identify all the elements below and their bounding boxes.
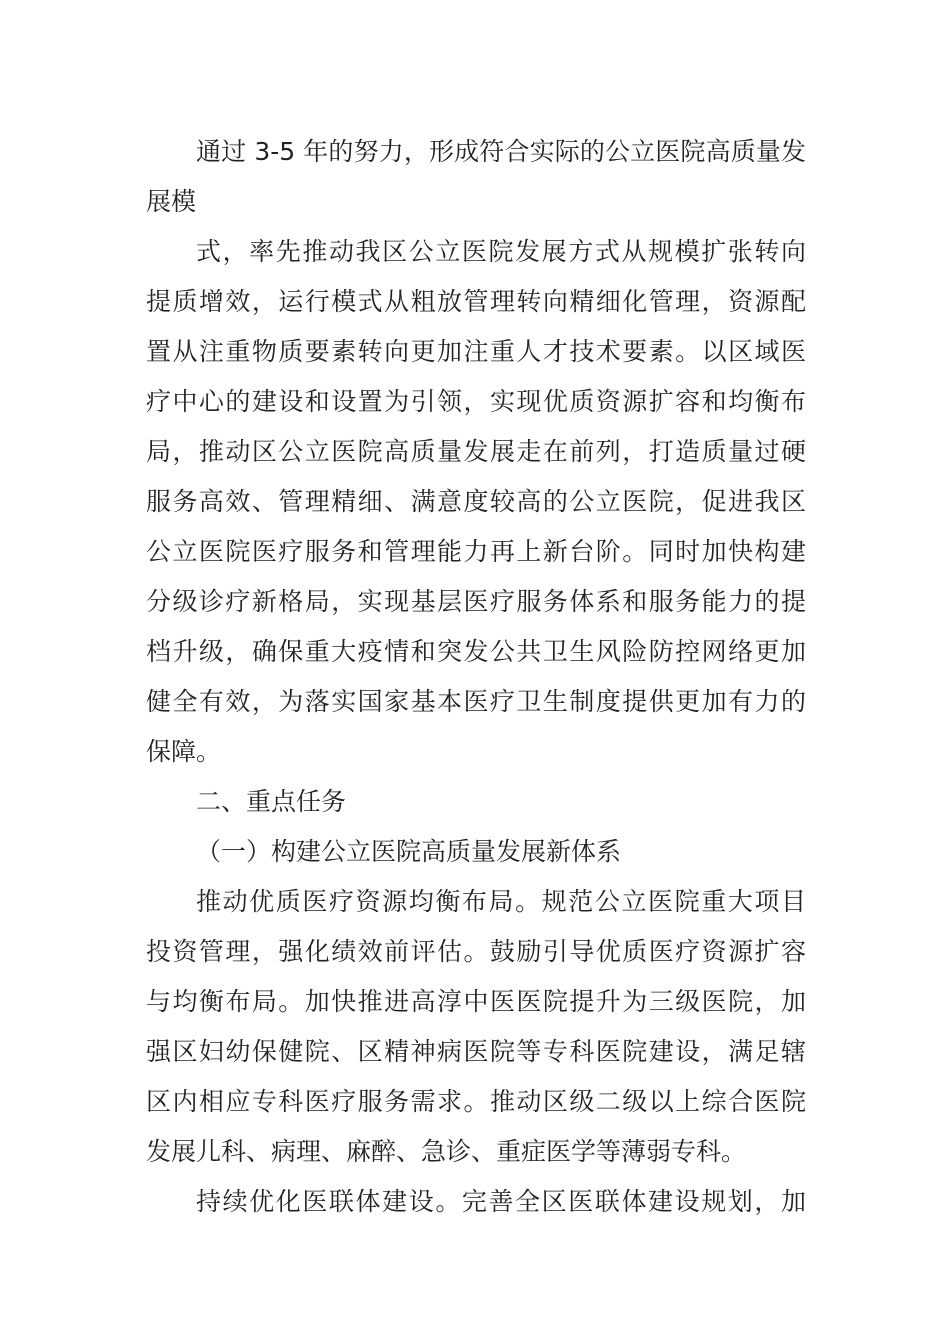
paragraph-2-line-11: 保障。 <box>146 737 222 766</box>
paragraph-4-line-1: 持续优化医联体建设。完善全区医联体建设规划，加 <box>196 1187 806 1216</box>
paragraph-3-line-3: 与均衡布局。加快推进高淳中医医院提升为三级医院，加 <box>146 987 806 1016</box>
paragraph-2-line-3: 置从注重物质要素转向更加注重人才技术要素。以区域医 <box>146 337 806 366</box>
paragraph-3-line-2: 投资管理，强化绩效前评估。鼓励引导优质医疗资源扩容 <box>146 937 806 966</box>
paragraph-3-line-1: 推动优质医疗资源均衡布局。规范公立医院重大项目 <box>196 887 806 916</box>
paragraph-3-line-4: 强区妇幼保健院、区精神病医院等专科医院建设，满足辖 <box>146 1037 806 1066</box>
paragraph-2-line-2: 提质增效，运行模式从粗放管理转向精细化管理，资源配 <box>146 287 806 316</box>
paragraph-2-line-8: 分级诊疗新格局，实现基层医疗服务体系和服务能力的提 <box>146 587 806 616</box>
paragraph-2-line-4: 疗中心的建设和设置为引领，实现优质资源扩容和均衡布 <box>146 387 806 416</box>
paragraph-2-line-9: 档升级，确保重大疫情和突发公共卫生风险防控网络更加 <box>146 637 806 666</box>
paragraph-2-line-6: 服务高效、管理精细、满意度较高的公立医院，促进我区 <box>146 487 806 516</box>
paragraph-2-line-10: 健全有效，为落实国家基本医疗卫生制度提供更加有力的 <box>146 687 806 716</box>
subsection-heading: （一）构建公立医院高质量发展新体系 <box>196 837 622 866</box>
paragraph-2-line-5: 局，推动区公立医院高质量发展走在前列，打造质量过硬 <box>146 437 806 466</box>
paragraph-2-line-7: 公立医院医疗服务和管理能力再上新台阶。同时加快构建 <box>146 537 806 566</box>
paragraph-1-line-2: 展模 <box>146 187 197 216</box>
paragraph-1-line-1: 通过 3-5 年的努力，形成符合实际的公立医院高质量发 <box>196 137 806 166</box>
paragraph-3-line-5: 区内相应专科医疗服务需求。推动区级二级以上综合医院 <box>146 1087 806 1116</box>
paragraph-3-line-6: 发展儿科、病理、麻醉、急诊、重症医学等薄弱专科。 <box>146 1137 747 1166</box>
paragraph-2-line-1: 式，率先推动我区公立医院发展方式从规模扩张转向 <box>196 237 806 266</box>
section-heading: 二、重点任务 <box>196 787 347 816</box>
